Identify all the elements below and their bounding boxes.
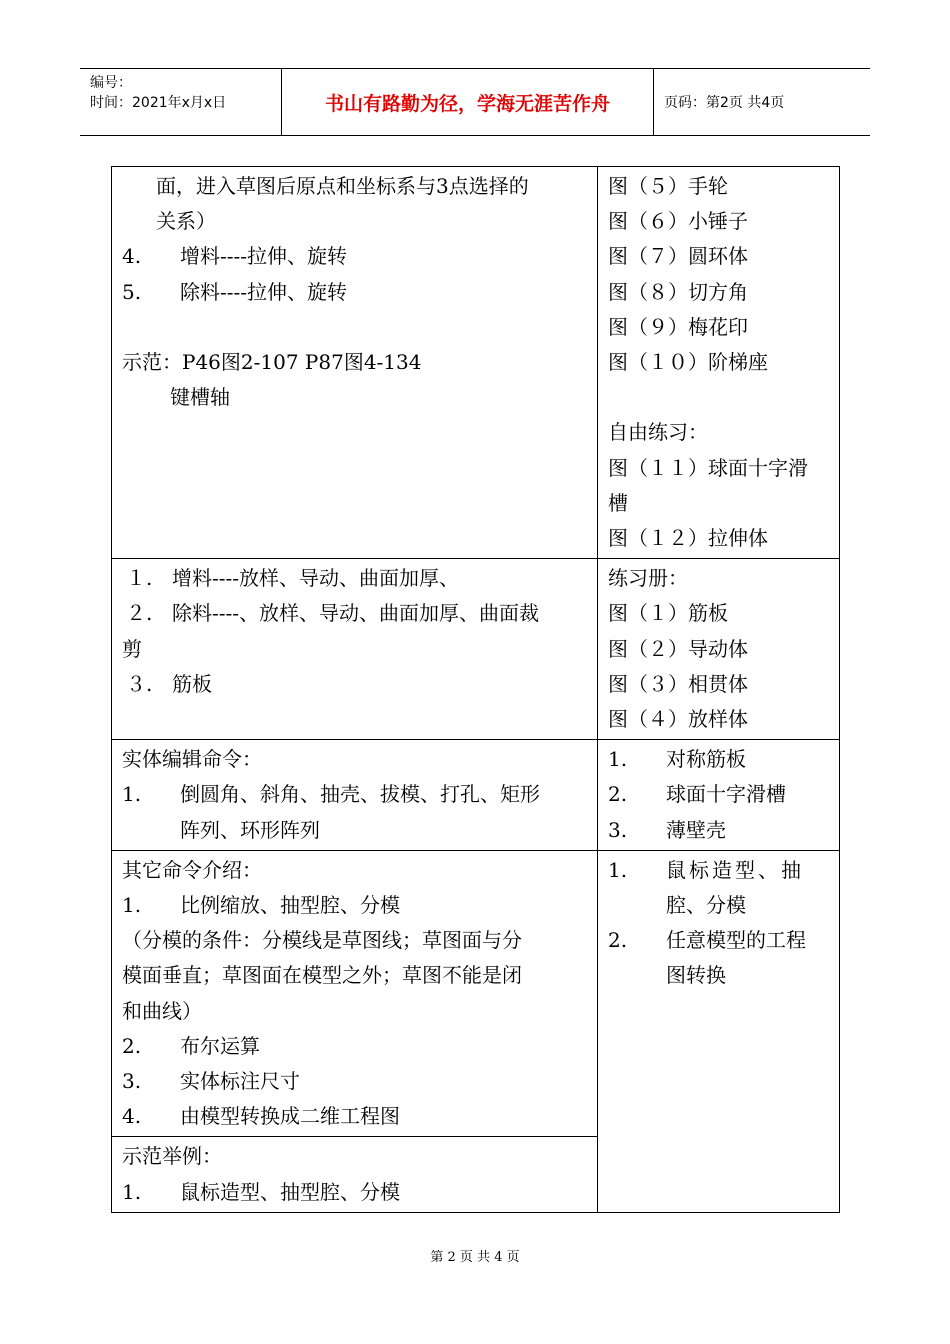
- list-item: 1. 鼠标造型、抽: [608, 857, 804, 882]
- section-title: 其它命令介绍：: [122, 857, 262, 882]
- row4-left-cell: [112, 850, 598, 1137]
- list-item: ２. 除料----、放样、导动、曲面加厚、曲面裁: [126, 601, 540, 626]
- list-item: ３. 筋板: [126, 671, 212, 696]
- list-item: 1. 鼠标造型、抽型腔、分模: [122, 1179, 400, 1204]
- list-item: 5. 除料----拉伸、旋转: [122, 279, 348, 304]
- note-line: 模面垂直；草图面在模型之外；草图不能是闭: [122, 963, 522, 988]
- list-item: 图（１１）球面十字滑: [608, 455, 808, 480]
- list-item-continued: 剪: [122, 636, 142, 661]
- time-label: 时间：2021年x月x日: [90, 95, 227, 111]
- header-meta: [80, 69, 282, 135]
- table-row: [112, 167, 840, 559]
- list-item: 槽: [608, 490, 628, 515]
- note-line: 和曲线）: [122, 998, 202, 1023]
- demo-line: 示范：P46图2-107 P87图4-134: [122, 350, 422, 374]
- list-item-continued: 图转换: [666, 963, 726, 988]
- list-item: 4. 增料----拉伸、旋转: [122, 244, 348, 269]
- continued-text: 关系）: [156, 209, 216, 234]
- list-item: 1. 比例缩放、抽型腔、分模: [122, 893, 400, 918]
- list-item-continued: 阵列、环形阵列: [180, 817, 320, 842]
- row2-left-cell: [112, 559, 598, 740]
- section-title: 实体编辑命令：: [122, 747, 262, 772]
- list-item: 图（７）圆环体: [608, 244, 748, 269]
- row3-left-cell: [112, 740, 598, 851]
- table-row: [112, 850, 840, 1137]
- row5-left-cell: [112, 1137, 598, 1212]
- list-item: 3. 薄壁壳: [608, 817, 726, 842]
- row2-right-cell: [598, 559, 840, 740]
- list-item: 1. 对称筋板: [608, 747, 746, 772]
- header-motto: 书山有路勤为径，学海无涯苦作舟: [282, 69, 654, 135]
- number-label: 编号：: [90, 75, 132, 91]
- table-row: [112, 559, 840, 740]
- list-item: １. 增料----放样、导动、曲面加厚、: [126, 566, 460, 591]
- row4-right-cell: [598, 850, 840, 1212]
- course-table: [111, 166, 840, 1213]
- list-item: 图（９）梅花印: [608, 314, 748, 339]
- list-item: 图（５）手轮: [608, 174, 728, 198]
- list-item: 图（１）筋板: [608, 601, 728, 626]
- list-item: 2. 任意模型的工程: [608, 928, 806, 953]
- list-item: 图（１０）阶梯座: [608, 350, 768, 375]
- section-title: 自由练习：: [608, 420, 708, 445]
- list-item: 图（８）切方角: [608, 279, 748, 304]
- list-item: 图（２）导动体: [608, 636, 748, 661]
- list-item-continued: 腔、分模: [666, 893, 746, 918]
- header-page-info: 页码：第2页 共4页: [664, 95, 785, 111]
- row3-right-cell: [598, 740, 840, 851]
- section-title: 练习册：: [608, 566, 688, 591]
- demo-line: 键槽轴: [170, 385, 230, 410]
- row1-right-cell: [598, 167, 840, 559]
- list-item: 图（１２）拉伸体: [608, 526, 768, 551]
- page-header: [80, 68, 870, 136]
- list-item: 2. 布尔运算: [122, 1033, 260, 1058]
- list-item: 4. 由模型转换成二维工程图: [122, 1104, 400, 1129]
- continued-text: 面，进入草图后原点和坐标系与3点选择的: [156, 174, 529, 198]
- list-item: 图（３）相贯体: [608, 671, 748, 696]
- section-title: 示范举例：: [122, 1144, 222, 1169]
- list-item: 图（６）小锤子: [608, 209, 748, 234]
- list-item: 2. 球面十字滑槽: [608, 782, 786, 807]
- page-footer: 第 2 页 共 4 页: [430, 1250, 520, 1265]
- note-line: （分模的条件：分模线是草图线；草图面与分: [122, 928, 522, 953]
- list-item: 3. 实体标注尺寸: [122, 1069, 300, 1094]
- list-item: 1. 倒圆角、斜角、抽壳、拔模、打孔、矩形: [122, 782, 540, 807]
- row1-left-cell: [112, 167, 598, 559]
- list-item: 图（４）放样体: [608, 707, 748, 732]
- table-row: [112, 740, 840, 851]
